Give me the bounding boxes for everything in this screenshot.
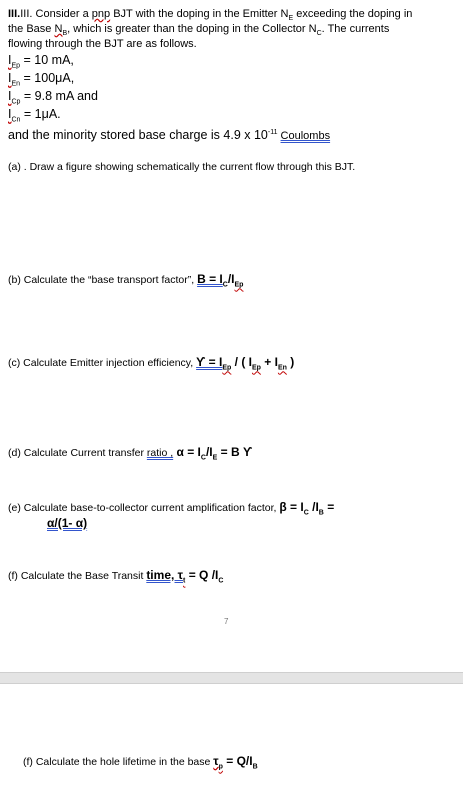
intro-text: . The currents	[321, 23, 390, 35]
subscript: En	[11, 80, 21, 88]
formula: τ	[213, 754, 219, 768]
nb-symbol: N	[54, 23, 63, 35]
charge-unit: Coulombs	[280, 130, 331, 143]
subscript: B	[252, 763, 258, 771]
subscript: Ep	[251, 364, 261, 372]
formula: =	[323, 500, 335, 514]
charge-text: and the minority stored base charge is 4.9 x 10	[8, 128, 268, 143]
current-icn	[8, 107, 61, 128]
intro-line-1: III.III. Consider a pnp BJT with the doping in the Emitter $N_E$ exceeding the doping in	[8, 8, 413, 23]
formula: )	[286, 355, 295, 369]
subscript: C	[222, 281, 228, 289]
subscript: En	[277, 364, 287, 372]
intro-line-3: flowing through the BJT are as follows.	[8, 38, 197, 50]
current-symbol: I	[8, 107, 12, 121]
question-b	[8, 272, 243, 292]
subscript: B	[62, 30, 68, 38]
question-f-transit	[8, 568, 223, 588]
formula: / ( I	[231, 355, 252, 369]
question-text: (e) Calculate base-to-collector current amplification factor,	[8, 502, 280, 514]
question-text: (f) Calculate the Base Transit	[8, 570, 147, 582]
subscript: C	[200, 454, 206, 462]
current-value: = 100μA,	[20, 71, 75, 85]
current-symbol: I	[8, 89, 12, 103]
subscript: B	[318, 509, 324, 517]
current-value: = 1μA.	[20, 107, 61, 121]
subscript: E	[212, 454, 218, 462]
subscript: Cn	[11, 116, 21, 124]
formula: α/(1- α)	[47, 516, 88, 530]
question-text: (f) Calculate the hole lifetime in the base	[23, 756, 214, 768]
question-c	[8, 355, 294, 375]
question-f-lifetime	[23, 754, 258, 774]
current-value: = 10 mA,	[20, 53, 74, 67]
question-text: (b) Calculate the “base transport factor”,	[8, 274, 198, 286]
intro-text: III. Consider a	[20, 8, 92, 20]
formula: + I	[260, 355, 278, 369]
formula: α = I	[173, 445, 201, 459]
pnp-word: pnp	[91, 8, 111, 20]
formula: /I	[205, 445, 213, 459]
subscript: C	[316, 30, 322, 38]
question-text: (c) Calculate Emitter injection efficiency,	[8, 357, 197, 369]
question-e-line-2	[47, 516, 87, 530]
subscript: p	[218, 763, 223, 771]
stored-charge-line	[8, 126, 330, 143]
formula: /I	[227, 272, 235, 286]
question-text: (d) Calculate Current transfer	[8, 447, 147, 459]
current-symbol: I	[8, 53, 12, 67]
page-break	[0, 672, 463, 684]
intro-text: exceeding the doping in	[293, 8, 413, 20]
current-value: = 9.8 mA and	[20, 89, 98, 103]
subscript: C	[218, 577, 224, 585]
formula: = Q/I	[222, 754, 253, 768]
formula: = Q /I	[185, 568, 219, 582]
subscript: E	[288, 15, 294, 23]
formula: β = I	[279, 500, 304, 514]
subscript: Ep	[222, 364, 232, 372]
formula: time, τ	[146, 568, 184, 582]
subscript: t	[183, 577, 186, 585]
subscript: C	[303, 509, 309, 517]
formula: /I	[308, 500, 319, 514]
subscript: Ep	[234, 281, 244, 289]
exponent: -11	[267, 129, 278, 136]
formula: = B ϒ	[217, 445, 253, 459]
subscript: Ep	[11, 62, 21, 70]
document-page-2	[0, 684, 463, 795]
question-d	[8, 445, 252, 465]
page-number: 7	[224, 617, 229, 626]
intro-text: the Base	[8, 23, 55, 35]
ratio-word: ratio ,	[146, 447, 174, 459]
question-a: (a) . Draw a figure showing schematically the current flow through this BJT.	[8, 161, 356, 173]
formula: ϒ = I	[196, 355, 223, 369]
current-symbol: I	[8, 71, 12, 85]
intro-text: , which is greater than the doping in the Collector N	[67, 23, 317, 35]
subscript: Cp	[11, 98, 21, 106]
intro-text: BJT with the doping in the Emitter N	[110, 8, 289, 20]
formula: B = I	[197, 272, 223, 286]
